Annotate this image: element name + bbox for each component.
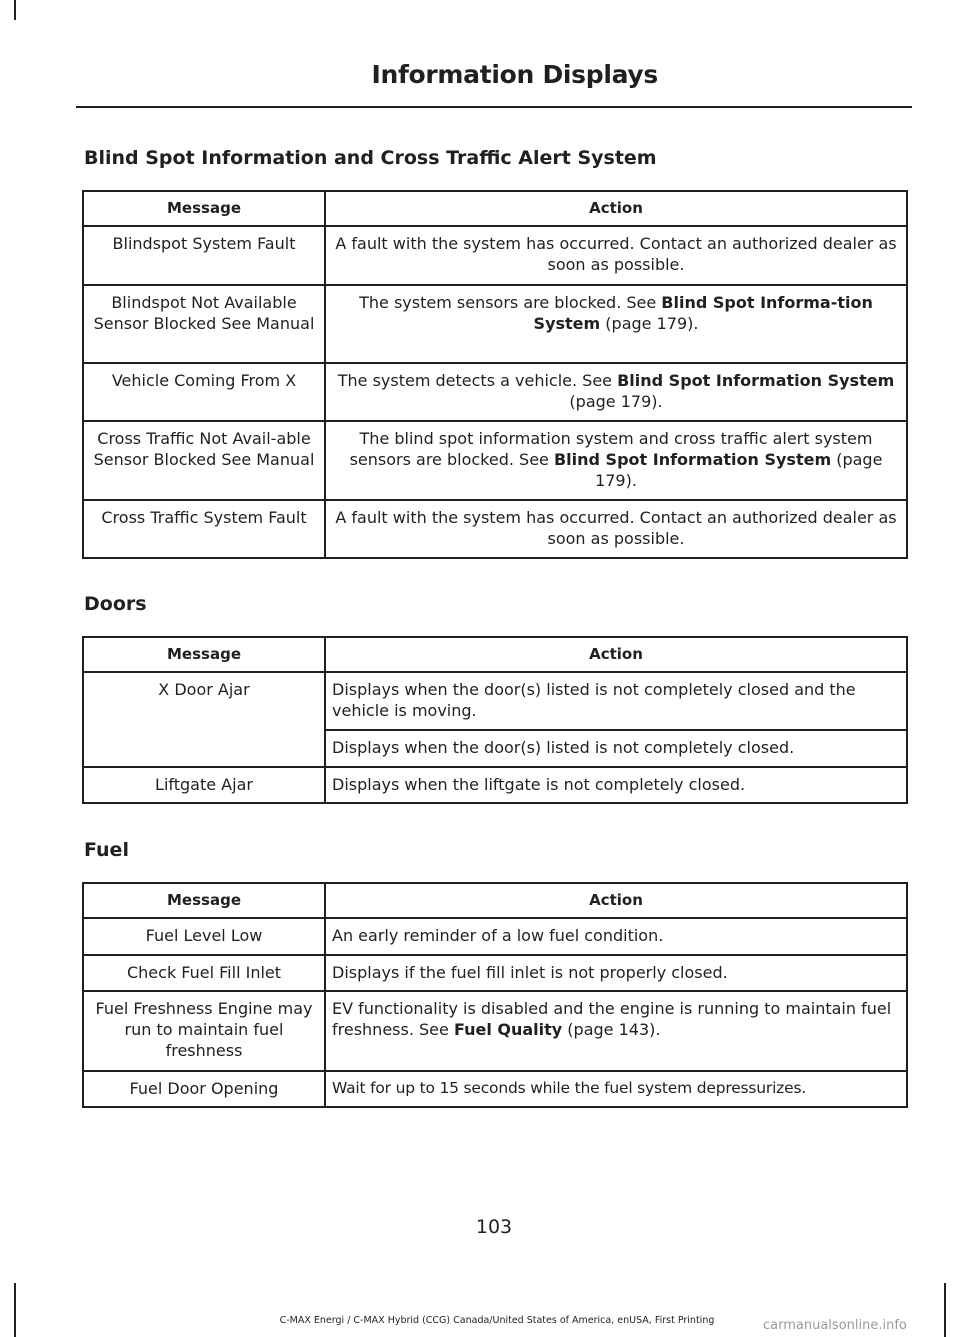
message-cell: Blindspot System Fault xyxy=(83,226,325,285)
section-title-fuel: Fuel xyxy=(84,839,129,861)
message-cell: X Door Ajar xyxy=(83,672,325,767)
page-reference-link[interactable]: Blind Spot Information System xyxy=(553,450,832,469)
message-cell: Liftgate Ajar xyxy=(83,767,325,803)
action-cell: A fault with the system has occurred. Contact an authorized dealer as soon as possible. xyxy=(325,226,907,285)
column-header-message: Message xyxy=(83,191,325,226)
table-header-row xyxy=(83,191,907,226)
crop-mark-top-left xyxy=(14,0,16,20)
table-row xyxy=(83,421,907,500)
table-row xyxy=(83,226,907,285)
action-cell: Displays when the liftgate is not completely closed. xyxy=(325,767,907,803)
action-text: The blind spot information system and cross traffic alert system sensors are blocked. See xyxy=(349,429,873,469)
crop-mark-bottom-right xyxy=(944,1283,946,1337)
column-header-message: Message xyxy=(83,883,325,918)
table-row xyxy=(83,767,907,803)
table-row xyxy=(83,672,907,730)
action-cell xyxy=(325,363,907,421)
page-header-title: Information Displays xyxy=(371,60,658,89)
message-cell: Check Fuel Fill Inlet xyxy=(83,955,325,991)
action-page: (page 179). xyxy=(600,314,699,333)
message-cell: Cross Traffic System Fault xyxy=(83,500,325,558)
action-cell: Wait for up to 15 seconds while the fuel system depressurizes. xyxy=(325,1071,907,1107)
page-reference-link[interactable]: Blind Spot Informa-tion System xyxy=(533,293,873,333)
message-cell: Fuel Level Low xyxy=(83,918,325,955)
page-number: 103 xyxy=(475,1216,513,1238)
action-cell: Displays when the door(s) listed is not completely closed and the vehicle is moving. xyxy=(325,672,907,730)
message-cell: Fuel Door Opening xyxy=(83,1071,325,1107)
table-row xyxy=(83,500,907,558)
header-divider xyxy=(76,106,912,108)
action-page: (page 179). xyxy=(595,450,883,490)
action-cell xyxy=(325,285,907,363)
fuel-table xyxy=(82,882,908,1108)
action-cell xyxy=(325,991,907,1071)
action-cell: An early reminder of a low fuel condition. xyxy=(325,918,907,955)
action-cell: A fault with the system has occurred. Contact an authorized dealer as soon as possible. xyxy=(325,500,907,558)
action-page: (page 179). xyxy=(569,392,663,411)
table-row xyxy=(83,991,907,1071)
doors-table xyxy=(82,636,908,804)
column-header-action: Action xyxy=(325,637,907,672)
action-cell: Displays if the fuel fill inlet is not properly closed. xyxy=(325,955,907,991)
blind-spot-table xyxy=(82,190,908,559)
table-row xyxy=(83,285,907,363)
crop-mark-bottom-left xyxy=(14,1283,16,1337)
table-row xyxy=(83,918,907,955)
page-reference-link[interactable]: Fuel Quality xyxy=(453,1020,563,1039)
action-cell: Displays when the door(s) listed is not completely closed. xyxy=(325,730,907,767)
message-cell: Fuel Freshness Engine may run to maintain fuel freshness xyxy=(83,991,325,1071)
table-row xyxy=(83,955,907,991)
section-title-doors: Doors xyxy=(84,593,147,615)
action-text: The system sensors are blocked. See xyxy=(359,293,662,312)
watermark: carmanualsonline.info xyxy=(763,1318,907,1333)
column-header-action: Action xyxy=(325,191,907,226)
action-text: EV functionality is disabled and the engine is running to maintain fuel freshness. See xyxy=(332,999,892,1039)
section-title-blind-spot: Blind Spot Information and Cross Traffic Alert System xyxy=(84,147,657,169)
action-cell xyxy=(325,421,907,500)
message-cell: Vehicle Coming From X xyxy=(83,363,325,421)
table-header-row xyxy=(83,883,907,918)
message-cell: Blindspot Not Available Sensor Blocked See Manual xyxy=(83,285,325,363)
table-header-row xyxy=(83,637,907,672)
column-header-action: Action xyxy=(325,883,907,918)
message-cell: Cross Traffic Not Avail-able Sensor Blocked See Manual xyxy=(83,421,325,500)
column-header-message: Message xyxy=(83,637,325,672)
action-text: The system detects a vehicle. See xyxy=(337,371,618,390)
page-reference-link[interactable]: Blind Spot Information System xyxy=(617,371,895,390)
footer-publication-info: C-MAX Energi / C-MAX Hybrid (CCG) Canada/United States of America, enUSA, First Printing xyxy=(279,1315,715,1326)
table-row xyxy=(83,1071,907,1107)
table-row xyxy=(83,363,907,421)
action-page: (page 143). xyxy=(562,1020,661,1039)
